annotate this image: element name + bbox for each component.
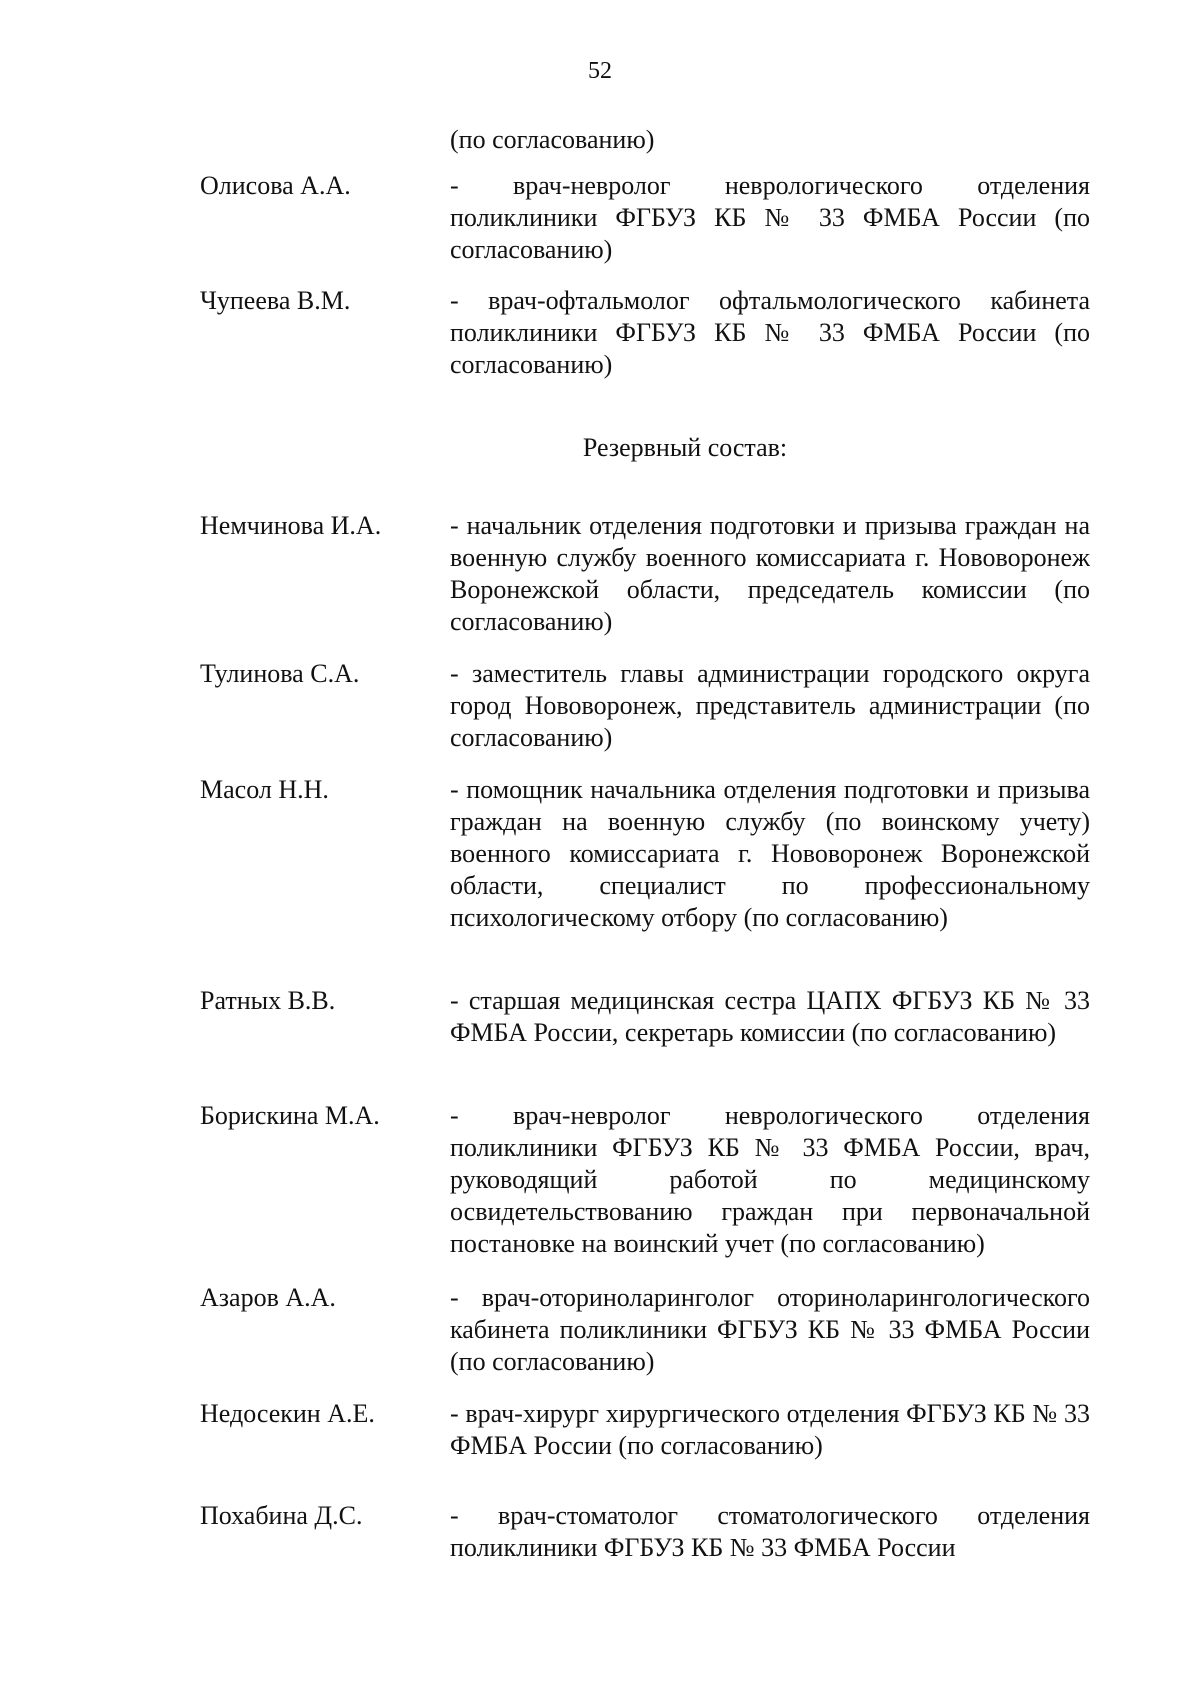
member-name: Чупеева В.М. xyxy=(200,286,351,315)
member-role: - врач-невролог неврологического отделения поликлиники ФГБУЗ КБ № 33 ФМБА России, врач, руководящий работой по медицинскому освидетельствованию граждан при первоначальной постановке на воинский учет (по согласованию) xyxy=(450,1101,1090,1258)
member-role: - помощник начальника отделения подготовки и призыва граждан на военную службу (по воинскому учету) военного комиссариата г. Нововоронеж Воронежской области, специалист по профессиональному психологическому отбору (по согласованию) xyxy=(450,775,1090,932)
continuation-note: (по согласованию) xyxy=(450,125,655,154)
member-name: Борискина М.А. xyxy=(200,1101,380,1130)
member-name: Масол Н.Н. xyxy=(200,775,329,804)
member-name: Ратных В.В. xyxy=(200,986,336,1015)
member-role: - заместитель главы администрации городского округа город Нововоронеж, представитель администрации (по согласованию) xyxy=(450,659,1090,752)
member-role: - врач-невролог неврологического отделения поликлиники ФГБУЗ КБ № 33 ФМБА России (по согласованию) xyxy=(450,171,1090,264)
member-name: Похабина Д.С. xyxy=(200,1501,363,1530)
member-role: - врач-оториноларинголог оториноларингологического кабинета поликлиники ФГБУЗ КБ № 33 ФМБА России (по согласованию) xyxy=(450,1283,1090,1376)
member-role: - старшая медицинская сестра ЦАПХ ФГБУЗ КБ № 33 ФМБА России, секретарь комиссии (по согласованию) xyxy=(450,986,1090,1047)
member-role: - врач-хирург хирургического отделения ФГБУЗ КБ № 33 ФМБА России (по согласованию) xyxy=(450,1399,1090,1460)
page-number: 52 xyxy=(588,58,612,84)
member-name: Азаров А.А. xyxy=(200,1283,336,1312)
member-name: Тулинова С.А. xyxy=(200,659,360,688)
reserve-section-title: Резервный состав: xyxy=(582,433,788,462)
member-role: - врач-офтальмолог офтальмологического кабинета поликлиники ФГБУЗ КБ № 33 ФМБА России (по согласованию) xyxy=(450,286,1090,379)
member-role: - начальник отделения подготовки и призыва граждан на военную службу военного комиссариата г. Нововоронеж Воронежской области, председатель комиссии (по согласованию) xyxy=(450,511,1090,636)
member-name: Олисова А.А. xyxy=(200,171,351,200)
member-role: - врач-стоматолог стоматологического отделения поликлиники ФГБУЗ КБ № 33 ФМБА России xyxy=(450,1501,1090,1562)
member-name: Немчинова И.А. xyxy=(200,511,382,540)
member-name: Недосекин А.Е. xyxy=(200,1399,375,1428)
